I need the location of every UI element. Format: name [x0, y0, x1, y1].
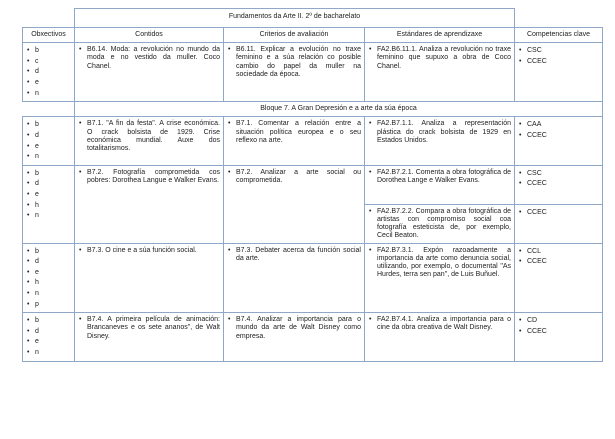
header-contents: Contidos — [75, 28, 224, 43]
standard-item: • FA2.B6.11.1. Analiza a revolución no traxe feminino que supuxo a obra de Coco Chanel. — [368, 46, 511, 71]
objective-item: • d — [26, 257, 71, 268]
objective-item: • e — [26, 268, 71, 279]
objective-item: • b — [26, 120, 71, 131]
competence-item: • CCEC — [518, 327, 599, 338]
objective-item: • c — [26, 57, 71, 68]
objective-item: • b — [26, 46, 71, 57]
competences-cell — [515, 43, 603, 102]
content-item: • B7.4. A primeira película de animación: Brancaneves e os sete ananos", de Walt Disney. — [78, 316, 220, 341]
competence-item: • CCL — [518, 247, 599, 258]
objectives-cell — [23, 117, 75, 165]
standard-item: • FA2.B7.2.1. Comenta a obra fotográfica de Dorothea Lange e Walker Evans. — [368, 169, 511, 185]
header-standards: Estándares de aprendizaxe — [365, 28, 515, 43]
header-competences: Competencias clave — [515, 28, 603, 43]
objective-item: • d — [26, 179, 71, 190]
criterion-item: • B6.11. Explicar a evolución no traxe feminino e a súa relación co posible cambio do papel da muller na sociedade da época. — [227, 46, 361, 79]
standard-cell — [365, 204, 515, 243]
content-cell — [75, 117, 224, 165]
standard-cell — [365, 43, 515, 102]
objective-item: • n — [26, 89, 71, 100]
competence-item: • CSC — [518, 169, 599, 180]
objective-item: • e — [26, 142, 71, 153]
objective-item: • e — [26, 78, 71, 89]
criterion-item: • B7.2. Analizar a arte social ou comprometida. — [227, 169, 361, 185]
criterion-item: • B7.3. Debater acerca da función social da arte. — [227, 247, 361, 263]
curriculum-document — [22, 8, 602, 362]
competences-cell — [515, 165, 603, 204]
competence-item: • CSC — [518, 46, 599, 57]
standard-cell — [365, 313, 515, 361]
objective-item: • d — [26, 327, 71, 338]
table-row — [23, 243, 603, 313]
header-criteria: Criterios de avaliación — [224, 28, 365, 43]
objective-item: • b — [26, 316, 71, 327]
objectives-cell — [23, 313, 75, 361]
content-item: • B6.14. Moda: a revolución no mundo da moda e no vestido da muller. Coco Chanel. — [78, 46, 220, 71]
competence-item: • CCEC — [518, 179, 599, 190]
header-objectives: Obxectivos — [23, 28, 75, 43]
content-cell — [75, 313, 224, 361]
standard-cell — [365, 243, 515, 313]
criterion-cell — [224, 313, 365, 361]
curriculum-table — [22, 8, 603, 362]
competences-cell — [515, 243, 603, 313]
content-item: • B7.2. Fotografía comprometida cos pobres: Dorothea Langue e Walker Evans. — [78, 169, 220, 185]
objective-item: • b — [26, 169, 71, 180]
objective-item: • h — [26, 201, 71, 212]
competence-item: • CCEC — [518, 257, 599, 268]
competences-cell — [515, 313, 603, 361]
table-row — [23, 117, 603, 165]
objectives-cell — [23, 165, 75, 243]
empty-corner-cell-right — [515, 9, 603, 28]
content-cell — [75, 43, 224, 102]
competence-item: • CAA — [518, 120, 599, 131]
objective-item: • d — [26, 131, 71, 142]
objective-item: • p — [26, 300, 71, 311]
objective-item: • d — [26, 67, 71, 78]
criterion-item: • B7.1. Comentar a relación entre a situación política europea e o seu reflexo na arte. — [227, 120, 361, 145]
empty-block-cell — [23, 102, 75, 117]
objective-item: • n — [26, 152, 71, 163]
competence-item: • CD — [518, 316, 599, 327]
criterion-cell — [224, 165, 365, 243]
competence-item: • CCEC — [518, 57, 599, 68]
content-item: • B7.1. "A fin da festa". A crise económica. O crack bolsista de 1929. Crise económica mundial. Auxe dos totalitarismos. — [78, 120, 220, 153]
criterion-cell — [224, 43, 365, 102]
objectives-cell — [23, 43, 75, 102]
criterion-cell — [224, 117, 365, 165]
objectives-cell — [23, 243, 75, 313]
standard-cell — [365, 165, 515, 204]
content-item: • B7.3. O cine e a súa función social. — [78, 247, 220, 255]
objective-item: • n — [26, 211, 71, 222]
standard-cell — [365, 117, 515, 165]
objective-item: • n — [26, 348, 71, 359]
block-title-row — [23, 102, 603, 117]
competence-item: • CCEC — [518, 208, 599, 219]
objective-item: • b — [26, 247, 71, 258]
content-cell — [75, 243, 224, 313]
empty-corner-cell — [23, 9, 75, 28]
standard-item: • FA2.B7.1.1. Analiza a representación plástica do crack bolsista de 1929 en Estados Unidos. — [368, 120, 511, 145]
criterion-item: • B7.4. Analizar a importancia para o mundo da arte de Walt Disney como empresa. — [227, 316, 361, 341]
block-7-title: Bloque 7. A Gran Depresión e a arte da súa época — [75, 102, 603, 117]
table-title: Fundamentos da Arte II. 2º de bacharelato — [75, 9, 515, 28]
table-title-row — [23, 9, 603, 28]
table-row — [23, 313, 603, 361]
competence-item: • CCEC — [518, 131, 599, 142]
column-header-row — [23, 28, 603, 43]
content-cell — [75, 165, 224, 243]
objective-item: • e — [26, 190, 71, 201]
standard-item: • FA2.B7.4.1. Analiza a importancia para o cine da obra creativa de Walt Disney. — [368, 316, 511, 332]
criterion-cell — [224, 243, 365, 313]
competences-cell — [515, 117, 603, 165]
standard-item: • FA2.B7.3.1. Expón razoadamente a importancia da arte como denuncia social, utilizando, por exemplo, o documental "As Hurdes, terra sen pan", de Luis Buñuel. — [368, 247, 511, 280]
objective-item: • n — [26, 289, 71, 300]
competences-cell — [515, 204, 603, 243]
objective-item: • e — [26, 337, 71, 348]
table-row — [23, 43, 603, 102]
objective-item: • h — [26, 278, 71, 289]
table-row — [23, 165, 603, 204]
standard-item: • FA2.B7.2.2. Compara a obra fotográfica de artistas con compromiso social coa fotografía esteticista de, por exemplo, Cecil Beaton. — [368, 208, 511, 241]
